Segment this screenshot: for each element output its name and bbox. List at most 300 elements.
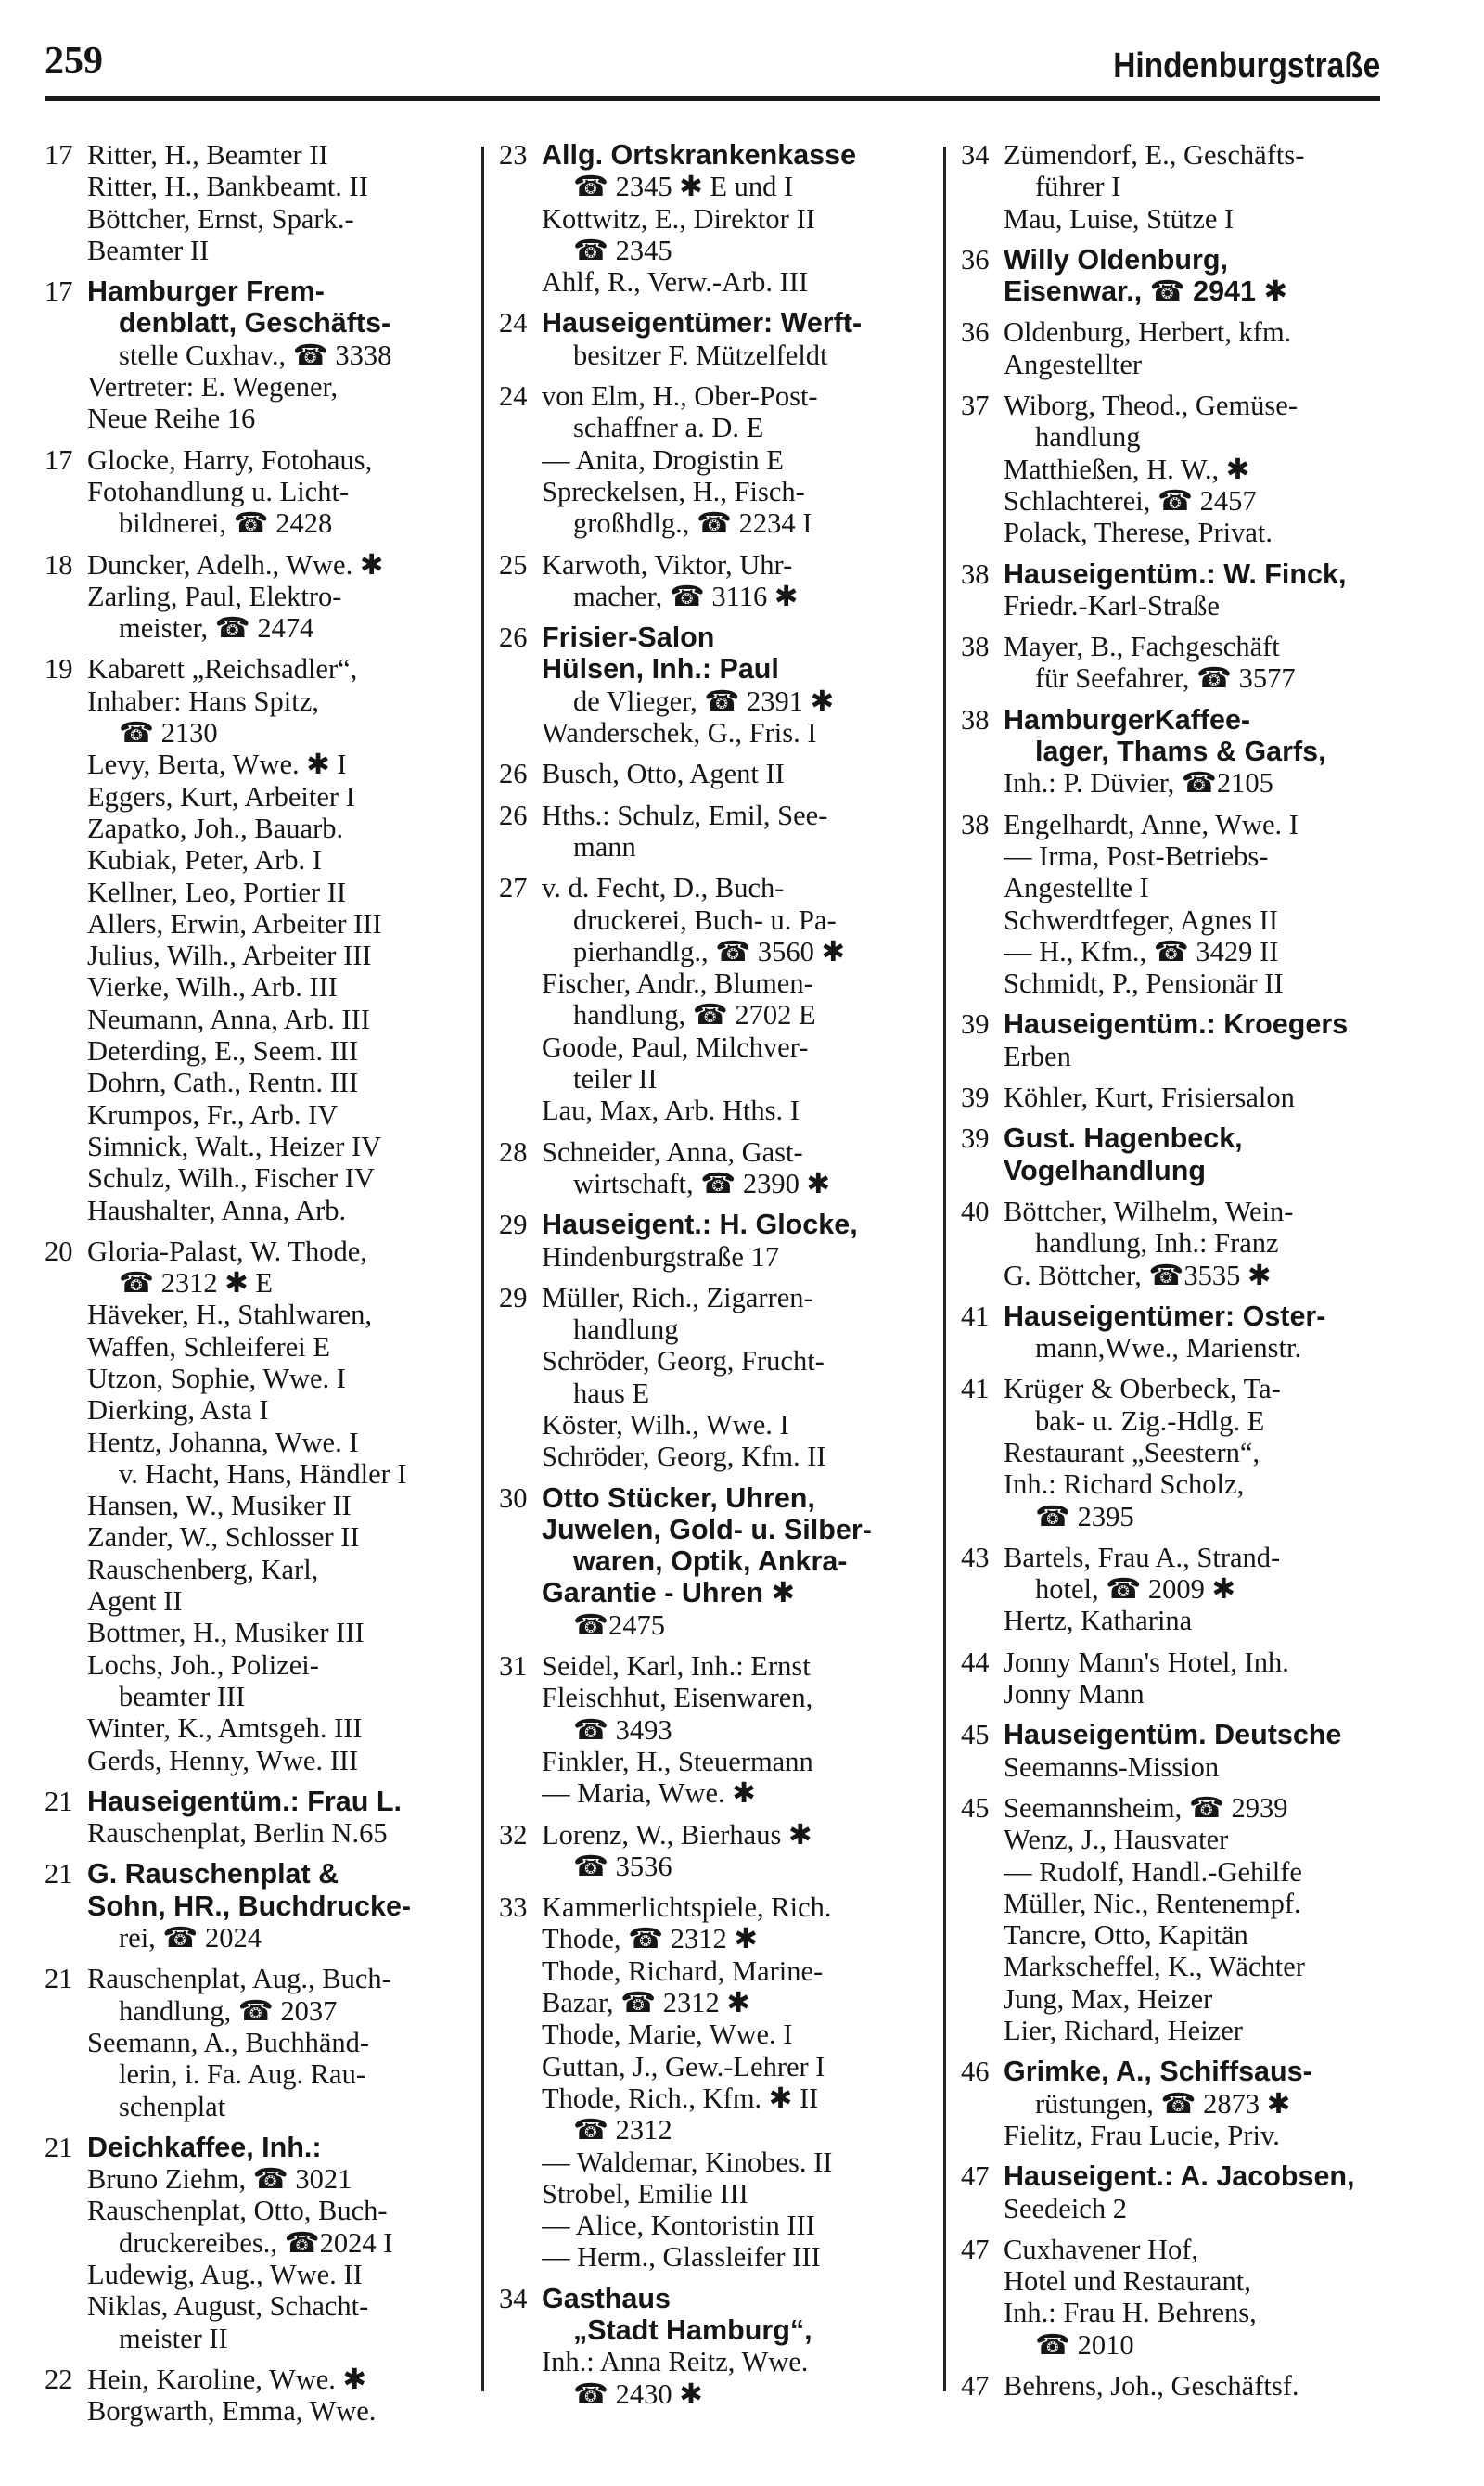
entry-line: Juwelen, Gold- u. Silber- [542,1513,872,1545]
house-number: 26 [499,799,528,831]
entry-line: Engelhardt, Anne, Wwe. I [1004,808,1298,840]
entry-line: Köhler, Kurt, Frisiersalon [1004,1082,1295,1114]
entry-line: handlung, ☎ 2702 E [573,999,816,1032]
entry-line: Kottwitz, E., Direktor II [542,202,815,235]
entry-line: Vierke, Wilh., Arb. III [87,971,338,1004]
entry-line: Julius, Wilh., Arbeiter III [87,940,372,972]
entry-line: meister, ☎ 2474 [119,612,314,645]
entry-line: handlung [573,1313,679,1346]
entry-line: Kubiak, Peter, Arb. I [87,844,322,877]
entry-line: Fleischhut, Eisenwaren, [542,1682,813,1714]
directory-entry [45,2364,464,2428]
entry-line: ☎ 2312 ✱ E [119,1267,274,1300]
house-number: 27 [499,872,528,904]
entry-line: Köster, Wilh., Wwe. I [542,1408,789,1441]
entry-line: Kellner, Leo, Portier II [87,876,347,908]
house-number: 26 [499,758,528,790]
entry-line: Markscheffel, K., Wächter [1004,1951,1305,1983]
house-number: 39 [961,1082,990,1114]
entry-line: Bazar, ☎ 2312 ✱ [542,1987,750,2019]
entry-line: Rauschenplat, Otto, Buch- [87,2195,388,2227]
directory-entry [961,1196,1382,1291]
entry-line: Restaurant „Seestern“, [1004,1436,1260,1468]
entry-line: druckereibes., ☎2024 I [119,2226,393,2259]
entry-line: Hülsen, Inh.: Paul [542,653,779,686]
house-number: 46 [961,2056,990,2088]
entry-line: führer I [1035,171,1121,203]
entry-line: ☎2475 [573,1608,665,1641]
entry-line: Wenz, J., Hausvater [1004,1824,1229,1856]
entry-line: teiler II [573,1063,658,1096]
directory-entry [961,631,1382,695]
entry-line: Waffen, Schleiferei E [87,1330,331,1363]
house-number: 39 [961,1008,990,1041]
entry-line: handlung, Inh.: Franz [1035,1227,1279,1260]
entry-line: schaffner a. D. E [573,412,764,444]
entry-line: v. Hacht, Hans, Händler I [119,1457,407,1490]
directory-entry [499,2283,926,2410]
entry-line: Cuxhavener Hof, [1004,2233,1199,2265]
entry-line: Bartels, Frau A., Strand- [1004,1541,1281,1573]
entry-line: Rauschenplat, Berlin N.65 [87,1817,388,1850]
entry-line: Schneider, Anna, Gast- [542,1135,803,1168]
entry-line: Wanderschek, G., Fris. I [542,717,817,750]
entry-line: — H., Kfm., ☎ 3429 II [1004,935,1279,967]
entry-line: ☎ 2010 [1035,2328,1134,2361]
directory-entry [961,2160,1382,2224]
directory-entry [961,316,1382,380]
house-number: 34 [961,139,990,171]
entry-line: besitzer F. Mützelfeldt [573,339,828,371]
entry-line: Schröder, Georg, Kfm. II [542,1441,826,1473]
directory-entry [961,1122,1382,1186]
entry-line: mann,Wwe., Marienstr. [1035,1332,1302,1365]
directory-entry [961,809,1382,1000]
directory-entry [961,244,1382,308]
directory-entry [45,139,464,266]
directory-entry [45,1236,464,1776]
entry-line: Ritter, H., Bankbeamt. II [87,171,368,203]
entry-line: Gasthaus [542,2282,671,2314]
entry-line: Thode, Marie, Wwe. I [542,2018,793,2051]
entry-line: Lau, Max, Arb. Hths. I [542,1095,800,1127]
entry-line: v. d. Fecht, D., Buch- [542,872,785,904]
entry-line: Ahlf, R., Verw.-Arb. III [542,266,809,299]
entry-line: denblatt, Geschäfts- [119,307,391,340]
directory-entry [499,872,926,1126]
entry-line: Glocke, Harry, Fotohaus, [87,443,373,476]
entry-line: handlung [1035,421,1141,454]
entry-line: bildnerei, ☎ 2428 [119,507,333,540]
entry-line: Hauseigentüm. Deutsche [1004,1719,1342,1751]
entry-line: Hentz, Johanna, Wwe. I [87,1426,359,1458]
entry-line: rüstungen, ☎ 2873 ✱ [1035,2087,1291,2120]
entry-line: ☎ 2345 ✱ E und I [573,171,794,203]
entry-line: Hauseigent.: A. Jacobsen, [1004,2160,1355,2193]
entry-line: Jonny Mann's Hotel, Inh. [1004,1646,1289,1678]
directory-entry [45,1858,464,1954]
entry-line: mann [573,830,636,863]
entry-line: ☎ 3493 [573,1713,672,1746]
entry-line: Utzon, Sophie, Wwe. I [87,1362,346,1394]
entry-line: Willy Oldenburg, [1004,243,1229,276]
entry-line: Fotohandlung u. Licht- [87,475,350,507]
column-divider [481,147,484,2391]
entry-line: Allg. Ortskrankenkasse [542,139,857,171]
entry-line: Seemannsheim, ☎ 2939 [1004,1791,1288,1824]
house-number: 17 [45,139,73,171]
entry-line: Deichkaffee, Inh.: [87,2131,322,2163]
directory-entry [961,1542,1382,1637]
entry-line: Simnick, Walt., Heizer IV [87,1130,382,1162]
directory-entry [499,1891,926,2274]
directory-entry [499,758,926,789]
entry-line: de Vlieger, ☎ 2391 ✱ [573,685,835,717]
entry-line: Sohn, HR., Buchdrucke- [87,1890,412,1922]
entry-line: Rauschenplat, Aug., Buch- [87,1963,391,1995]
entry-line: Inh.: Frau H. Behrens, [1004,2297,1257,2329]
entry-line: Frisier-Salon [542,622,715,654]
entry-line: — Herm., Glassleifer III [542,2241,821,2274]
header-rule [45,96,1380,101]
entry-line: Spreckelsen, H., Fisch- [542,475,805,507]
directory-entry [45,2132,464,2354]
directory-entry [961,2370,1382,2402]
house-number: 19 [45,653,73,686]
entry-line: Agent II [87,1585,183,1618]
house-number: 38 [961,808,990,840]
entry-line: Wiborg, Theod., Gemüse- [1004,390,1298,422]
entry-line: Jung, Max, Heizer [1004,1982,1213,2015]
entry-line: Friedr.-Karl-Straße [1004,589,1220,622]
entry-line: schenplat [119,2090,226,2122]
entry-line: „Stadt Hamburg“, [573,2314,812,2346]
house-number: 21 [45,1785,73,1817]
entry-line: Schwerdtfeger, Agnes II [1004,903,1279,936]
entry-line: — Maria, Wwe. ✱ [542,1777,756,1810]
house-number: 24 [499,307,528,340]
entry-line: Hauseigentüm.: Kroegers [1004,1008,1349,1041]
entry-line: Eisenwar., ☎ 2941 ✱ [1004,276,1288,308]
directory-entry [499,307,926,371]
directory-entry [961,1792,1382,2046]
directory-column-2 [499,139,926,2419]
entry-line: Otto Stücker, Uhren, [542,1481,815,1514]
house-number: 21 [45,1858,73,1890]
entry-line: Erben [1004,1040,1071,1072]
entry-line: Seemanns-Mission [1004,1750,1220,1783]
entry-line: Hauseigentüm.: Frau L. [87,1785,402,1817]
house-number: 39 [961,1122,990,1155]
entry-line: Böttcher, Ernst, Spark.- [87,202,354,235]
directory-entry [961,1082,1382,1113]
directory-entry [45,444,464,540]
house-number: 28 [499,1135,528,1168]
entry-line: Neue Reihe 16 [87,403,256,435]
entry-line: lerin, i. Fa. Aug. Rau- [119,2058,365,2091]
entry-line: Dohrn, Cath., Rentn. III [87,1067,359,1099]
entry-line: Deterding, E., Seem. III [87,1035,359,1068]
entry-line: Goode, Paul, Milchver- [542,1031,809,1063]
entry-line: Zapatko, Joh., Bauarb. [87,812,344,844]
entry-line: Niklas, August, Schacht- [87,2290,369,2323]
entry-line: handlung, ☎ 2037 [119,1994,338,2027]
entry-line: druckerei, Buch- u. Pa- [573,903,837,936]
directory-entry [499,380,926,539]
house-number: 33 [499,1891,528,1924]
house-number: 21 [45,1963,73,1995]
entry-line: meister II [119,2322,228,2354]
entry-line: Strobel, Emilie III [542,2177,748,2210]
entry-line: Fischer, Andr., Blumen- [542,967,813,1000]
house-number: 21 [45,2131,73,2163]
entry-line: Böttcher, Wilhelm, Wein- [1004,1195,1294,1227]
directory-entry [961,390,1382,548]
house-number: 43 [961,1541,990,1573]
house-number: 24 [499,380,528,413]
entry-line: Hauseigent.: H. Glocke, [542,1209,858,1241]
entry-line: großhdlg., ☎ 2234 I [573,507,812,540]
entry-line: Krumpos, Fr., Arb. IV [87,1098,339,1131]
entry-line: Zümendorf, E., Geschäfts- [1004,139,1305,171]
entry-line: Busch, Otto, Agent II [542,758,785,790]
house-number: 22 [45,2363,73,2395]
directory-entry [499,1819,926,1883]
entry-line: waren, Optik, Ankra- [573,1545,848,1578]
directory-entry [961,2234,1382,2361]
directory-entry [499,1482,926,1641]
house-number: 38 [961,557,990,590]
house-number: 34 [499,2282,528,2314]
entry-line: Haushalter, Anna, Arb. [87,1194,347,1226]
entry-line: ☎ 2430 ✱ [573,2377,703,2410]
entry-line: Hertz, Katharina [1004,1605,1193,1637]
house-number: 45 [961,1791,990,1824]
entry-line: Thode, Rich., Kfm. ✱ II [542,2082,819,2114]
entry-line: Seedeich 2 [1004,2192,1127,2224]
directory-column-3 [961,139,1382,2411]
entry-line: Krüger & Oberbeck, Ta- [1004,1373,1281,1405]
entry-line: Behrens, Joh., Geschäftsf. [1004,2370,1299,2402]
directory-column-1 [45,139,464,2436]
entry-line: HamburgerKaffee- [1004,703,1251,736]
house-number: 40 [961,1195,990,1227]
house-number: 36 [961,316,990,349]
entry-line: Kabarett „Reichsadler“, [87,653,358,686]
entry-line: pierhandlg., ☎ 3560 ✱ [573,935,846,967]
house-number: 37 [961,390,990,422]
entry-line: bak- u. Zig.-Hdlg. E [1035,1404,1265,1437]
entry-line: Jonny Mann [1004,1678,1145,1711]
entry-line: Müller, Rich., Zigarren- [542,1281,813,1313]
house-number: 29 [499,1209,528,1241]
entry-line: macher, ☎ 3116 ✱ [573,580,799,612]
entry-line: Schlachterei, ☎ 2457 [1004,484,1257,517]
entry-line: Neumann, Anna, Arb. III [87,1003,370,1035]
entry-line: Mau, Luise, Stütze I [1004,202,1235,235]
entry-line: haus E [573,1377,650,1409]
house-number: 41 [961,1373,990,1405]
entry-line: Guttan, J., Gew.-Lehrer I [542,2050,825,2082]
entry-line: G. Böttcher, ☎3535 ✱ [1004,1259,1272,1291]
house-number: 47 [961,2233,990,2265]
running-head: Hindenburgstraße [1113,46,1380,85]
house-number: 31 [499,1650,528,1683]
entry-line: Hindenburgstraße 17 [542,1240,780,1273]
entry-line: Hansen, W., Musiker II [87,1490,352,1522]
page-number: 259 [45,40,103,83]
directory-entry [499,1209,926,1273]
entry-line: Duncker, Adelh., Wwe. ✱ [87,548,384,581]
entry-line: Tancre, Otto, Kapitän [1004,1919,1248,1952]
directory-entry [499,139,926,298]
entry-line: Rauschenberg, Karl, [87,1553,319,1585]
entry-line: Schulz, Wilh., Fischer IV [87,1162,375,1195]
directory-entry [961,1301,1382,1365]
entry-line: — Alice, Kontoristin III [542,2210,815,2242]
entry-line: Häveker, H., Stahlwaren, [87,1299,373,1331]
entry-line: Hths.: Schulz, Emil, See- [542,799,828,831]
entry-line: Grimke, A., Schiffsaus- [1004,2056,1312,2088]
entry-line: Eggers, Kurt, Arbeiter I [87,780,355,813]
directory-entry [45,653,464,1225]
entry-line: ☎ 2312 [573,2114,672,2146]
entry-line: Gust. Hagenbeck, [1004,1122,1243,1155]
entry-line: Winter, K., Amtsgeh. III [87,1712,363,1745]
house-number: 26 [499,622,528,654]
entry-line: G. Rauschenplat & [87,1858,339,1890]
directory-entry [45,549,464,645]
entry-line: Hauseigentüm.: W. Finck, [1004,557,1347,590]
entry-line: ☎ 2395 [1035,1500,1134,1532]
entry-line: Levy, Berta, Wwe. ✱ I [87,749,347,781]
house-number: 47 [961,2370,990,2402]
house-number: 17 [45,276,73,308]
directory-entry [961,1719,1382,1783]
entry-line: Karwoth, Viktor, Uhr- [542,548,793,581]
entry-line: Vertreter: E. Wegener, [87,371,339,404]
house-number: 38 [961,631,990,663]
entry-line: Thode, Richard, Marine- [542,1954,824,1987]
directory-entry [499,1650,926,1809]
directory-entry [961,558,1382,622]
entry-line: Garantie - Uhren ✱ [542,1577,795,1609]
house-number: 38 [961,703,990,736]
directory-entry [45,276,464,434]
directory-entry [961,1373,1382,1531]
entry-line: Inh.: P. Düvier, ☎2105 [1004,767,1273,800]
entry-line: Beamter II [87,234,210,266]
entry-line: Seidel, Karl, Inh.: Ernst [542,1650,811,1683]
house-number: 18 [45,548,73,581]
directory-entry [961,2056,1382,2151]
entry-line: — Irma, Post-Betriebs- [1004,839,1269,872]
entry-line: Polack, Therese, Privat. [1004,517,1273,549]
entry-line: Fielitz, Frau Lucie, Priv. [1004,2119,1280,2151]
entry-line: Oldenburg, Herbert, kfm. [1004,316,1292,349]
entry-line: Matthießen, H. W., ✱ [1004,453,1250,485]
entry-line: — Waldemar, Kinobes. II [542,2146,833,2178]
directory-entry [499,1136,926,1200]
house-number: 41 [961,1300,990,1332]
entry-line: Hein, Karoline, Wwe. ✱ [87,2363,367,2395]
entry-line: Gerds, Henny, Wwe. III [87,1744,359,1776]
house-number: 30 [499,1481,528,1514]
house-number: 44 [961,1646,990,1678]
entry-line: Zarling, Paul, Elektro- [87,580,342,612]
entry-line: Kammerlichtspiele, Rich. [542,1891,832,1924]
entry-line: Hauseigentümer: Oster- [1004,1300,1326,1332]
entry-line: Lorenz, W., Bierhaus ✱ [542,1818,812,1851]
entry-line: Seemann, A., Buchhänd- [87,2026,370,2058]
entry-line: Lier, Richard, Heizer [1004,2015,1243,2047]
entry-line: Ludewig, Aug., Wwe. II [87,2259,363,2290]
entry-line: Dierking, Asta I [87,1394,269,1427]
entry-line: Bottmer, H., Musiker III [87,1617,365,1649]
entry-line: Angestellte I [1004,872,1149,904]
house-number: 25 [499,548,528,581]
entry-line: Allers, Erwin, Arbeiter III [87,907,382,940]
entry-line: — Anita, Drogistin E [542,443,784,476]
entry-line: — Rudolf, Handl.-Gehilfe [1004,1855,1302,1888]
entry-line: lager, Thams & Garfs, [1035,736,1326,768]
entry-line: Inhaber: Hans Spitz, [87,685,319,717]
entry-line: ☎ 2130 [119,717,218,750]
directory-entry [961,139,1382,235]
entry-line: Ritter, H., Beamter II [87,139,328,171]
entry-line: Hamburger Frem- [87,276,325,308]
entry-line: Zander, W., Schlosser II [87,1521,360,1554]
directory-entry [45,1963,464,2121]
house-number: 45 [961,1719,990,1751]
entry-line: Inh.: Anna Reitz, Wwe. [542,2346,809,2378]
entry-line: Bruno Ziehm, ☎ 3021 [87,2163,352,2196]
entry-line: rei, ☎ 2024 [119,1922,262,1954]
entry-line: Vogelhandlung [1004,1154,1206,1186]
house-number: 20 [45,1235,73,1267]
entry-line: hotel, ☎ 2009 ✱ [1035,1573,1236,1606]
entry-line: Lochs, Joh., Polizei- [87,1648,319,1681]
entry-line: Schmidt, P., Pensionär II [1004,967,1284,1000]
house-number: 17 [45,443,73,476]
entry-line: Angestellter [1004,348,1143,380]
directory-entry [499,622,926,749]
directory-entry [45,1786,464,1850]
house-number: 32 [499,1818,528,1851]
directory-entry [961,1647,1382,1711]
entry-line: Hotel und Restaurant, [1004,2265,1251,2298]
directory-entry [961,1008,1382,1072]
entry-line: ☎ 2345 [573,234,672,266]
entry-line: ☎ 3536 [573,1850,672,1882]
house-number: 36 [961,243,990,276]
entry-line: Gloria-Palast, W. Thode, [87,1235,367,1267]
house-number: 47 [961,2160,990,2193]
entry-line: Schröder, Georg, Frucht- [542,1345,825,1378]
entry-line: Borgwarth, Emma, Wwe. [87,2395,377,2428]
entry-line: stelle Cuxhav., ☎ 3338 [119,339,392,371]
entry-line: Thode, ☎ 2312 ✱ [542,1923,758,1955]
directory-entry [499,800,926,864]
entry-line: Inh.: Richard Scholz, [1004,1468,1245,1501]
entry-line: beamter III [119,1680,246,1712]
entry-line: Müller, Nic., Rentenempf. [1004,1887,1301,1919]
entry-line: von Elm, H., Ober-Post- [542,380,818,413]
entry-line: Mayer, B., Fachgeschäft [1004,631,1280,663]
entry-line: Finkler, H., Steuermann [542,1745,813,1777]
directory-entry [499,1282,926,1473]
directory-entry [499,549,926,613]
